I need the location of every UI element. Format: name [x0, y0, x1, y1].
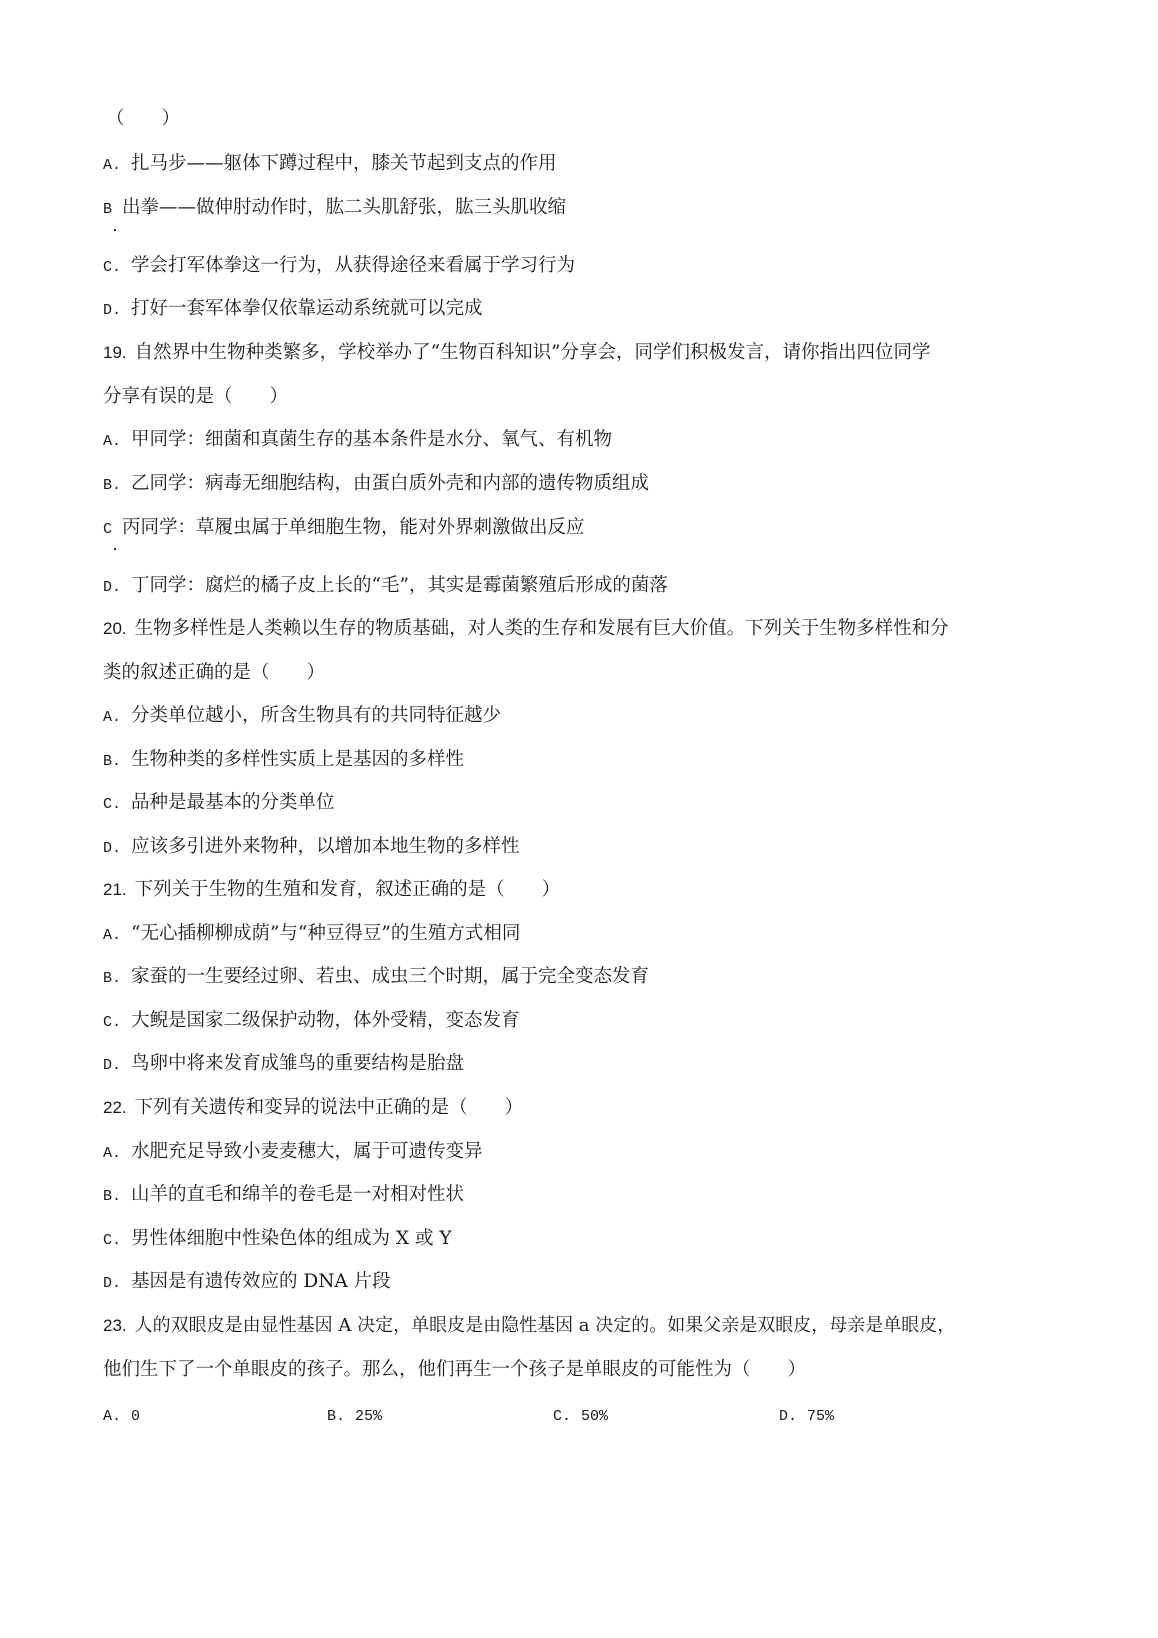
- q22-stem-line1: [103, 1096, 523, 1120]
- option-label: A.: [103, 433, 122, 450]
- option-label: B.: [103, 753, 122, 770]
- option-label: A.: [103, 157, 122, 174]
- option-text: 50%: [581, 1408, 609, 1425]
- option-label: B: [103, 201, 113, 218]
- question-number: 19.: [103, 343, 127, 362]
- option-label: D.: [779, 1408, 798, 1425]
- q19-stem-line1: [103, 341, 931, 365]
- option-text: 甲同学：细菌和真菌生存的基本条件是水分、氧气、有机物: [131, 429, 613, 450]
- stray-dot: [114, 229, 116, 231]
- q22-option-c: [103, 1227, 452, 1253]
- option-text: 出拳——做伸肘动作时，肱二头肌舒张，肱三头肌收缩: [122, 197, 567, 218]
- q20-option-b: [103, 748, 464, 774]
- q20-option-c: [103, 791, 335, 817]
- option-text: 75%: [807, 1408, 835, 1425]
- option-text: 生物种类的多样性实质上是基因的多样性: [131, 749, 465, 770]
- question-text: 人的双眼皮是由显性基因 A 决定，单眼皮是由隐性基因 a 决定的。如果父亲是双眼皮，母亲是单眼皮，: [134, 1315, 956, 1336]
- q23-option-b: [327, 1403, 382, 1429]
- option-text: 山羊的直毛和绵羊的卷毛是一对相对性状: [131, 1184, 465, 1205]
- option-label: D.: [103, 840, 122, 857]
- question-text: 自然界中生物种类繁多，学校举办了“生物百科知识”分享会，同学们积极发言，请你指出四位同学: [134, 342, 931, 363]
- q23-stem-line1: [103, 1314, 955, 1338]
- q20-option-a: [103, 704, 501, 730]
- question-text: 生物多样性是人类赖以生存的物质基础，对人类的生存和发展有巨大价值。下列关于生物多样性和分: [134, 618, 949, 639]
- option-label: B.: [103, 477, 122, 494]
- option-text: 丁同学：腐烂的橘子皮上长的“毛”，其实是霉菌繁殖后形成的菌落: [131, 575, 668, 596]
- q18-option-d: [103, 297, 483, 323]
- option-text: 鸟卵中将来发育成雏鸟的重要结构是胎盘: [131, 1053, 465, 1074]
- option-label: C: [103, 521, 113, 538]
- q21-option-b: [103, 965, 649, 991]
- question-number: 22.: [103, 1098, 127, 1117]
- option-text: 品种是最基本的分类单位: [131, 792, 335, 813]
- q18-stem-tail: （ ）: [106, 108, 181, 129]
- option-label: A.: [103, 1408, 122, 1425]
- option-text: 男性体细胞中性染色体的组成为 X 或 Y: [131, 1228, 452, 1249]
- option-text: 打好一套军体拳仅依靠运动系统就可以完成: [131, 298, 483, 319]
- option-text: 扎马步——躯体下蹲过程中，膝关节起到支点的作用: [131, 153, 557, 174]
- q21-stem-line1: [103, 878, 560, 902]
- q19-option-b: [103, 472, 649, 498]
- option-text: 乙同学：病毒无细胞结构，由蛋白质外壳和内部的遗传物质组成: [131, 473, 650, 494]
- option-label: B.: [103, 1188, 122, 1205]
- option-label: B.: [103, 970, 122, 987]
- option-label: B.: [327, 1408, 346, 1425]
- stray-dot: [114, 548, 116, 550]
- option-label: D.: [103, 1057, 122, 1074]
- q18-option-c: [103, 254, 575, 280]
- q21-option-d: [103, 1052, 464, 1078]
- q19-option-a: [103, 428, 612, 454]
- q21-option-a: [103, 922, 520, 948]
- option-label: C.: [553, 1408, 572, 1425]
- question-number: 23.: [103, 1316, 127, 1335]
- q20-stem-line1: [103, 617, 949, 641]
- option-text: 0: [131, 1408, 141, 1425]
- option-text: 大鲵是国家二级保护动物，体外受精，变态发育: [131, 1010, 520, 1031]
- option-label: D.: [103, 1275, 122, 1292]
- option-text: 水肥充足导致小麦麦穗大，属于可遗传变异: [131, 1141, 483, 1162]
- option-label: C.: [103, 259, 122, 276]
- q23-option-d: [779, 1403, 834, 1429]
- option-text: 学会打军体拳这一行为，从获得途径来看属于学习行为: [131, 255, 576, 276]
- q23-stem-line2: 他们生下了一个单眼皮的孩子。那么，他们再生一个孩子是单眼皮的可能性为（ ）: [103, 1359, 807, 1380]
- question-number: 21.: [103, 880, 127, 899]
- q19-option-d: [103, 574, 668, 600]
- option-label: A.: [103, 709, 122, 726]
- q18-option-b: [103, 196, 566, 222]
- option-label: C.: [103, 1014, 122, 1031]
- option-label: A.: [103, 1145, 122, 1162]
- option-label: C.: [103, 1232, 122, 1249]
- q22-option-b: [103, 1183, 464, 1209]
- q20-option-d: [103, 835, 520, 861]
- q19-stem-line2: 分享有误的是（ ）: [103, 386, 289, 407]
- option-label: D.: [103, 302, 122, 319]
- option-label: D.: [103, 579, 122, 596]
- option-text: 应该多引进外来物种，以增加本地生物的多样性: [131, 836, 520, 857]
- q20-stem-line2: 类的叙述正确的是（ ）: [103, 662, 326, 683]
- option-text: 25%: [355, 1408, 383, 1425]
- option-text: 家蚕的一生要经过卵、若虫、成虫三个时期，属于完全变态发育: [131, 966, 650, 987]
- q18-option-a: [103, 152, 557, 178]
- option-label: C.: [103, 796, 122, 813]
- question-number: 20.: [103, 619, 127, 638]
- option-label: A.: [103, 927, 122, 944]
- question-text: 下列有关遗传和变异的说法中正确的是（ ）: [134, 1097, 524, 1118]
- q22-option-a: [103, 1140, 483, 1166]
- q22-option-d: [103, 1270, 391, 1296]
- q19-option-c: [103, 516, 585, 542]
- question-text: 下列关于生物的生殖和发育，叙述正确的是（ ）: [134, 879, 561, 900]
- q23-option-c: [553, 1403, 608, 1429]
- q23-option-a: [103, 1403, 140, 1429]
- option-text: “无心插柳柳成荫”与“种豆得豆”的生殖方式相同: [131, 923, 521, 944]
- option-text: 基因是有遗传效应的 DNA 片段: [131, 1271, 391, 1292]
- q21-option-c: [103, 1009, 520, 1035]
- option-text: 丙同学：草履虫属于单细胞生物，能对外界刺激做出反应: [122, 517, 585, 538]
- option-text: 分类单位越小，所含生物具有的共同特征越少: [131, 705, 502, 726]
